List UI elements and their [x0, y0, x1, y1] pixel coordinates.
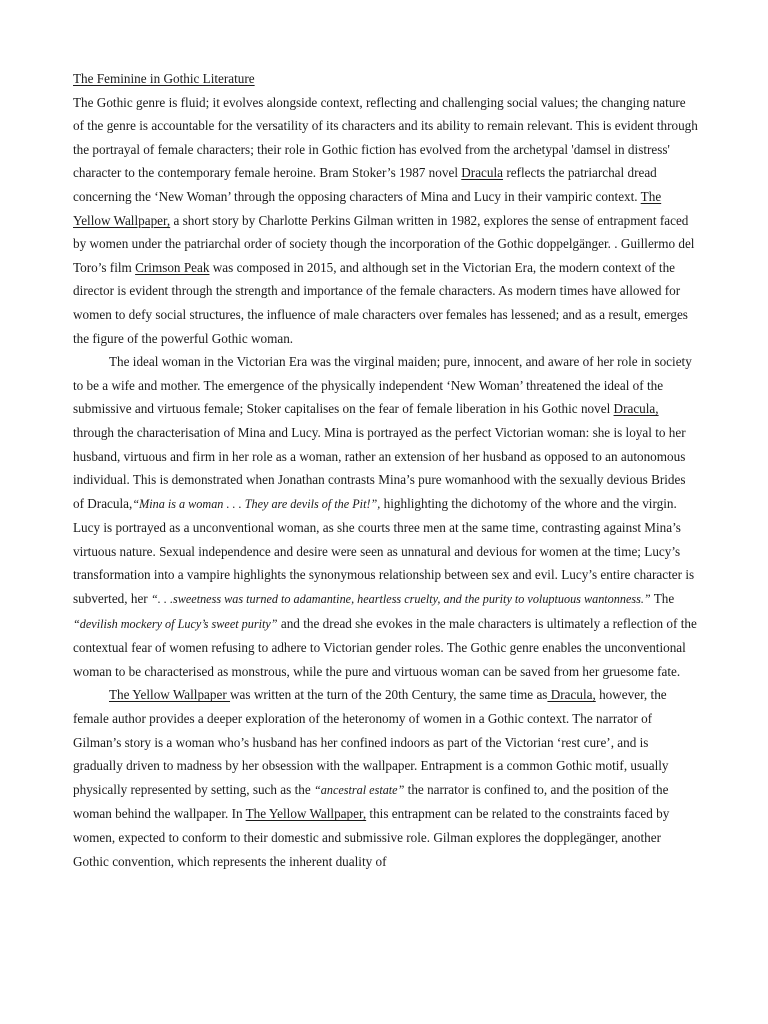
work-title-dracula: Dracula,: [547, 687, 596, 703]
text-run: reflects the patriarchal dread concerning the ‘New Woman’ through the opposing characters of Mina and Lucy in their vampiric context.: [73, 165, 657, 204]
text-run: was composed in 2015, and although set in the Victorian Era, the modern context of the director is evident through the strength and importance of the female characters. As modern times have allowed for women to defy social structures, the influence of male characters over females has lessened; and as a result, emerges the figure of the powerful Gothic woman.: [73, 259, 688, 346]
quotation: “devilish mockery of Lucy’s sweet purity”: [73, 616, 278, 631]
document-page: [73, 67, 698, 873]
document-title: The Feminine in Gothic Literature: [73, 71, 255, 86]
work-title-dracula: Dracula,: [613, 401, 659, 417]
text-run: The Gothic genre is fluid; it evolves alongside context, reflecting and challenging social values; the changing nature of the genre is accountable for the versatility of its characters and its ability to remain relevant. This is evident through the portrayal of female characters; their role in Gothic fiction has evolved from the archetypal 'damsel in distress' character to the contemporary female heroine. Bram Stoker’s 1987 novel: [73, 94, 698, 181]
quotation: “Mina is a woman . . . They are devils of the Pit!”,: [132, 496, 381, 511]
quotation: “ancestral estate”: [313, 782, 405, 797]
text-run: and the dread she evokes in the male characters is ultimately a reflection of the contextual fear of women refusing to adhere to Victorian gender roles. The Gothic genre enables the unconventional woman to be characterised as monstrous, while the pure and virtuous woman can be saved from her gruesome fate.: [73, 615, 697, 679]
text-run: The: [650, 591, 675, 607]
quotation: “. . .sweetness was turned to adamantine, heartless cruelty, and the purity to voluptuous wantonness.”: [151, 592, 651, 607]
text-run: the narrator is confined to, and the position of the woman behind the wallpaper. In: [73, 781, 669, 822]
text-run: through the characterisation of Mina and Lucy. Mina is portrayed as the perfect Victorian woman: she is loyal to her husband, virtuous and firm in her role as a woman, rather an extension of her husband as opposed to an autonomous individual. This is demonstrated when Jonathan contrasts Mina’s pure womanhood with the sexually devious Brides of Dracula,: [73, 424, 686, 511]
work-title-yellow-wallpaper: The Yellow Wallpaper,: [73, 188, 662, 228]
text-run: The ideal woman in the Victorian Era was the virginal maiden; pure, innocent, and aware of her role in society to be a wife and mother. The emergence of the physically independent ‘New Woman’ threatened the ideal of the submissive and virtuous female; Stoker capitalises on the fear of female liberation in his Gothic novel: [73, 354, 692, 417]
paragraph-intro: [73, 91, 698, 351]
paragraph-yellow-wallpaper: [73, 683, 698, 873]
work-title-yellow-wallpaper: The Yellow Wallpaper,: [245, 806, 367, 822]
text-run: highlighting the dichotomy of the whore and the virgin. Lucy is portrayed as a unconventional woman, as she courts three men at the same time, contrasting against Mina’s virtuous nature. Sexual independence and desire were seen as unnatural and devious for women at the time; Lucy’s transformation into a vampire highlights the synonymous relationship between sex and evil. Lucy’s entire character is subverted, her: [73, 495, 695, 607]
text-run: a short story by Charlotte Perkins Gilman written in 1982, explores the sense of entrapment faced by women under the patriarchal order of society though the incorporation of the Gothic doppelgänger. . Guillermo del Toro’s film: [73, 212, 695, 275]
text-run: was written at the turn of the 20th Century, the same time as: [230, 687, 548, 703]
text-run: however, the female author provides a deeper exploration of the heteronomy of women in a Gothic context. The narrator of Gilman’s story is a woman who’s husband has her confined indoors as part of the Victorian ‘rest cure’, and is gradually driven to madness by her obsession with the wallpaper. Entrapment is a common Gothic motif, usually physically represented by setting, such as the: [73, 687, 669, 797]
work-title-yellow-wallpaper: The Yellow Wallpaper: [109, 687, 231, 703]
text-run: this entrapment can be related to the constraints faced by women, expected to conform to their domestic and submissive role. Gilman explores the dopplegänger, another Gothic convention, which represents the inherent duality of: [73, 806, 670, 869]
paragraph-dracula: [73, 350, 698, 683]
work-title-crimson-peak: Crimson Peak: [135, 259, 210, 275]
work-title-dracula: Dracula: [461, 165, 504, 181]
